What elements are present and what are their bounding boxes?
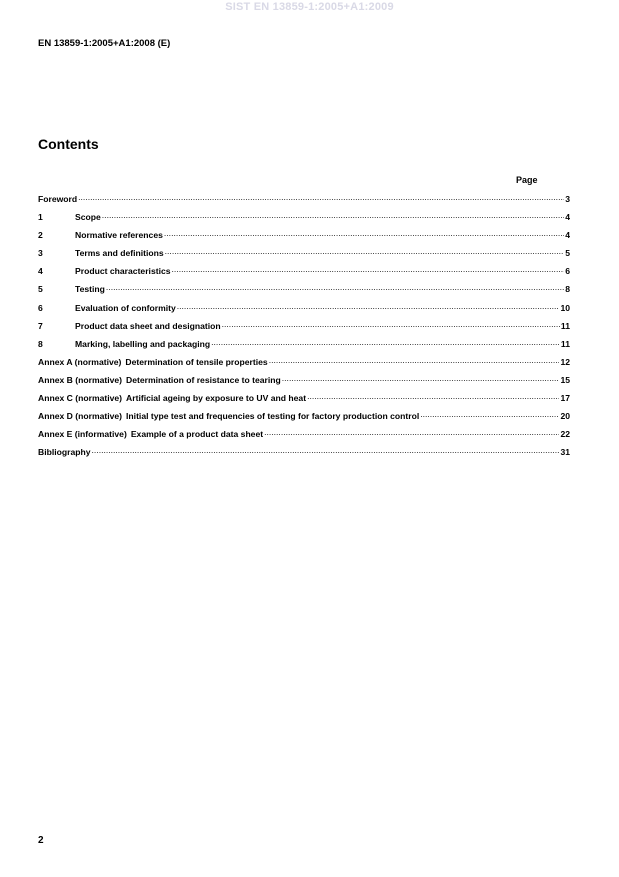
toc-entry[interactable] bbox=[38, 319, 570, 337]
toc-leader-dots bbox=[222, 319, 560, 329]
toc-entry-page: 4 bbox=[565, 212, 570, 223]
toc-entry[interactable] bbox=[38, 337, 570, 355]
toc-entry[interactable] bbox=[38, 301, 570, 319]
toc-entry-annex: Annex A (normative) bbox=[38, 356, 122, 367]
contents-heading: Contents bbox=[38, 136, 99, 152]
toc-entry-page: 5 bbox=[565, 248, 570, 259]
toc-leader-dots bbox=[211, 337, 560, 347]
toc-entry[interactable] bbox=[38, 282, 570, 300]
toc-entry[interactable] bbox=[38, 210, 570, 228]
toc-entry[interactable] bbox=[38, 264, 570, 282]
toc-entry-title: Bibliography bbox=[38, 447, 91, 458]
toc-entry-annex: Annex B (normative) bbox=[38, 374, 123, 385]
toc-entry-page: 11 bbox=[560, 320, 570, 331]
toc-entry[interactable] bbox=[38, 246, 570, 264]
toc-entry-annex: Annex E (informative) bbox=[38, 429, 127, 440]
toc-entry-title: Normative references bbox=[75, 230, 163, 241]
toc-leader-dots bbox=[165, 246, 565, 256]
toc-entry-annex: Annex D (normative) bbox=[38, 411, 123, 422]
toc-entry-number: 4 bbox=[38, 266, 43, 277]
toc-entry-page: 17 bbox=[560, 393, 570, 404]
toc-entry-number: 1 bbox=[38, 212, 43, 223]
toc-leader-dots bbox=[92, 445, 560, 455]
toc-entry-number: 3 bbox=[38, 248, 43, 259]
toc-entry-page: 20 bbox=[560, 411, 570, 422]
toc-entry-title: Product characteristics bbox=[75, 266, 171, 277]
toc-leader-dots bbox=[172, 264, 565, 274]
toc-entry-number: 5 bbox=[38, 284, 43, 295]
toc-leader-dots bbox=[420, 409, 559, 419]
toc-entry-title: Foreword bbox=[38, 194, 78, 204]
toc-entry[interactable] bbox=[38, 192, 570, 210]
page-number: 2 bbox=[38, 835, 44, 846]
toc-entry-number: 7 bbox=[38, 320, 43, 331]
toc-leader-dots bbox=[307, 391, 559, 401]
toc-entry-title: Determination of tensile properties bbox=[125, 356, 268, 367]
toc-entry-annex: Annex C (normative) bbox=[38, 393, 123, 404]
toc-entry-page: 31 bbox=[560, 447, 570, 458]
toc-entry[interactable] bbox=[38, 228, 570, 246]
toc-entry-page: 12 bbox=[560, 356, 570, 367]
toc-entry[interactable] bbox=[38, 445, 570, 463]
toc-leader-dots bbox=[282, 373, 560, 383]
toc-entry-title: Evaluation of conformity bbox=[75, 302, 176, 313]
toc-entry-title: Initial type test and frequencies of testing for factory production control bbox=[126, 411, 420, 422]
toc-leader-dots bbox=[78, 192, 564, 202]
toc-leader-dots bbox=[264, 427, 559, 437]
toc-entry-number: 2 bbox=[38, 230, 43, 241]
toc-entry[interactable] bbox=[38, 391, 570, 409]
toc-entry-page: 3 bbox=[565, 194, 570, 204]
toc-entry-page: 8 bbox=[565, 284, 570, 295]
toc-entry-page: 15 bbox=[560, 374, 570, 385]
watermark-text: SIST EN 13859-1:2005+A1:2009 bbox=[225, 1, 394, 13]
toc-entry-title: Example of a product data sheet bbox=[130, 429, 264, 440]
toc-entry-title: Product data sheet and designation bbox=[75, 320, 221, 331]
toc-entry[interactable] bbox=[38, 427, 570, 445]
toc-leader-dots bbox=[106, 282, 564, 292]
toc-entry-title: Artificial ageing by exposure to UV and heat bbox=[126, 393, 307, 404]
toc-entry-title: Determination of resistance to tearing bbox=[126, 374, 281, 385]
toc-entry-number: 6 bbox=[38, 302, 43, 313]
toc-entry-title: Marking, labelling and packaging bbox=[75, 338, 211, 349]
toc-entry-page: 11 bbox=[560, 338, 570, 349]
toc-entry[interactable] bbox=[38, 373, 570, 391]
toc-entry-title: Scope bbox=[75, 212, 101, 223]
toc-entry[interactable] bbox=[38, 355, 570, 373]
toc-entry[interactable] bbox=[38, 409, 570, 427]
toc-leader-dots bbox=[102, 210, 564, 220]
toc-entry-page: 22 bbox=[560, 429, 570, 440]
toc-leader-dots bbox=[164, 228, 564, 238]
page-column-label: Page bbox=[516, 175, 538, 185]
toc-entry-page: 10 bbox=[560, 302, 570, 313]
toc-leader-dots bbox=[269, 355, 560, 365]
toc-entry-page: 6 bbox=[565, 266, 570, 277]
table-of-contents bbox=[38, 192, 570, 463]
toc-leader-dots bbox=[177, 301, 560, 311]
toc-entry-number: 8 bbox=[38, 338, 43, 349]
document-header: EN 13859-1:2005+A1:2008 (E) bbox=[38, 38, 171, 49]
toc-entry-page: 4 bbox=[565, 230, 570, 241]
toc-entry-title: Terms and definitions bbox=[75, 248, 164, 259]
toc-entry-title: Testing bbox=[75, 284, 105, 295]
